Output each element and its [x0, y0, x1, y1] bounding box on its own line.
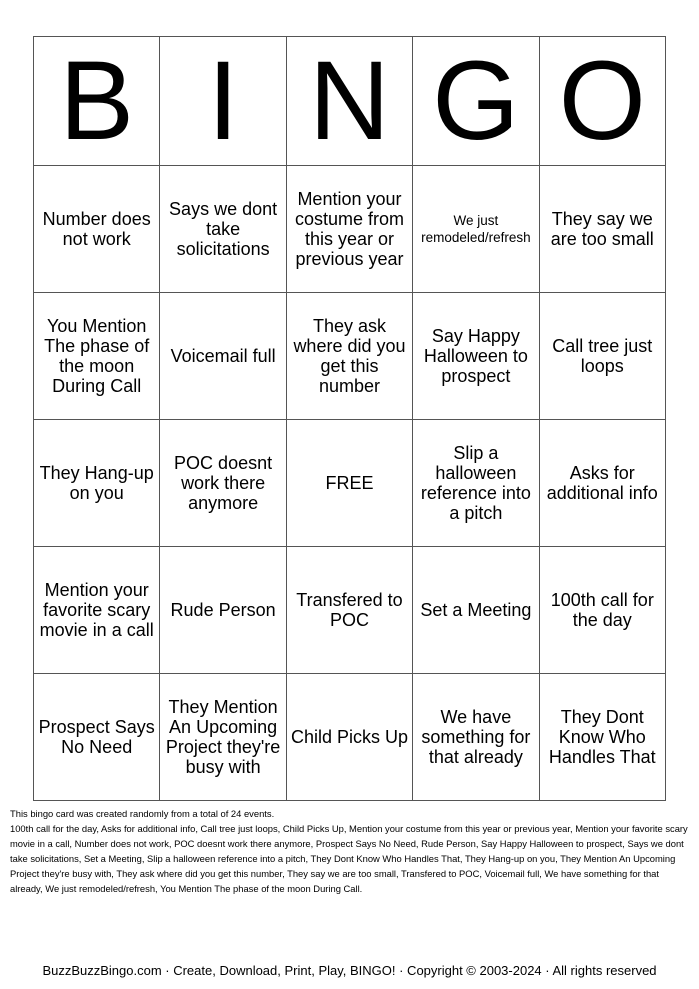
- bingo-cell: Mention your favorite scary movie in a call: [34, 547, 160, 674]
- bingo-cell: We have something for that already: [413, 674, 539, 801]
- card-row: [34, 547, 666, 674]
- bingo-cell: They ask where did you get this number: [286, 293, 412, 420]
- bingo-cell: Rude Person: [160, 547, 286, 674]
- bingo-cell: They Hang-up on you: [34, 420, 160, 547]
- bingo-cell: They Dont Know Who Handles That: [539, 674, 665, 801]
- bingo-cell: Slip a halloween reference into a pitch: [413, 420, 539, 547]
- bingo-cell: Transfered to POC: [286, 547, 412, 674]
- bingo-cell: Prospect Says No Need: [34, 674, 160, 801]
- bingo-cell: 100th call for the day: [539, 547, 665, 674]
- card-info: [10, 806, 690, 896]
- bingo-cell: Say Happy Halloween to prospect: [413, 293, 539, 420]
- bingo-cell: They say we are too small: [539, 166, 665, 293]
- header-letter: I: [160, 37, 286, 166]
- bingo-cell: You Mention The phase of the moon During Call: [34, 293, 160, 420]
- bingo-cell: Voicemail full: [160, 293, 286, 420]
- bingo-cell: They Mention An Upcoming Project they're busy with: [160, 674, 286, 801]
- bingo-cell: Mention your costume from this year or previous year: [286, 166, 412, 293]
- card-row: [34, 420, 666, 547]
- header-letter: N: [286, 37, 412, 166]
- header-letter: B: [34, 37, 160, 166]
- header-row: [34, 37, 666, 166]
- header-letter: G: [413, 37, 539, 166]
- bingo-card: [33, 36, 666, 801]
- bingo-cell: Says we dont take solicitations: [160, 166, 286, 293]
- card-row: [34, 293, 666, 420]
- bingo-cell: We just remodeled/refresh: [413, 166, 539, 293]
- info-intro: This bingo card was created randomly from a total of 24 events.: [10, 808, 275, 819]
- header-letter: O: [539, 37, 665, 166]
- card-row: [34, 674, 666, 801]
- bingo-cell: Number does not work: [34, 166, 160, 293]
- event-list: 100th call for the day, Asks for additional info, Call tree just loops, Child Picks Up, Mention your costume from this year or previous year, Mention your favorite scary movie in a call, Number does not work, POC doesnt work there anymore, Prospect Says No Need, Rude Person, Say Happy Halloween to prospect, Says we dont take solicitations, Set a Meeting, Slip a halloween reference into a pitch, They Dont Know Who Handles That, They Hang-up on you, They Mention An Upcoming Project they're busy with, They ask where did you get this number, They say we are too small, Transfered to POC, Voicemail full, We have something for that already, We just remodeled/refresh, You Mention The phase of the moon During Call.: [10, 823, 688, 894]
- bingo-cell: Call tree just loops: [539, 293, 665, 420]
- bingo-cell: Child Picks Up: [286, 674, 412, 801]
- bingo-cell: Set a Meeting: [413, 547, 539, 674]
- card-row: [34, 166, 666, 293]
- footer-copyright: BuzzBuzzBingo.com · Create, Download, Print, Play, BINGO! · Copyright © 2003-2024 · All rights reserved: [42, 963, 657, 978]
- free-cell: FREE: [286, 420, 412, 547]
- bingo-cell: Asks for additional info: [539, 420, 665, 547]
- bingo-cell: POC doesnt work there anymore: [160, 420, 286, 547]
